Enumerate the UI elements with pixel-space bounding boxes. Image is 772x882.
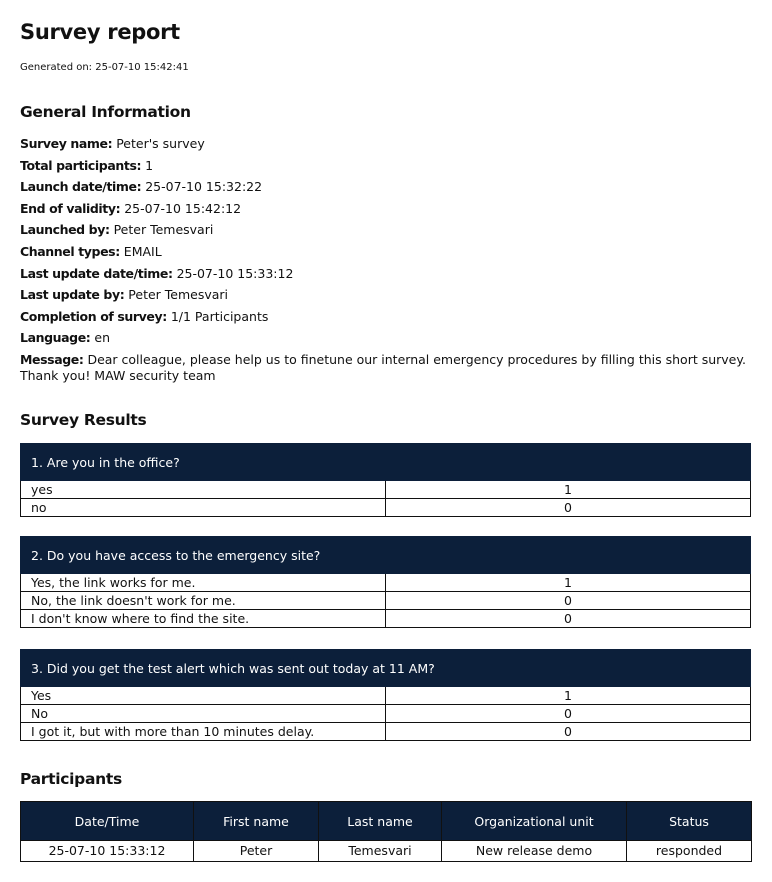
table-row (21, 592, 751, 610)
general-information-heading: General Information (20, 103, 191, 121)
table-row (21, 705, 751, 723)
info-survey-name: Survey name: Peter's survey (20, 136, 205, 151)
answer-count: 0 (386, 705, 751, 723)
generated-timestamp: Generated on: 25-07-10 15:42:41 (20, 62, 189, 73)
answer-count: 1 (386, 574, 751, 592)
info-last-update-datetime: Last update date/time: 25-07-10 15:33:12 (20, 265, 294, 281)
table-row (21, 687, 751, 705)
info-end-of-validity: End of validity: 25-07-10 15:42:12 (20, 200, 242, 216)
info-channel-types: Channel types: EMAIL (20, 243, 162, 259)
answer-label: no (21, 499, 386, 517)
column-header-org-unit: Organizational unit (442, 802, 627, 841)
answer-count: 0 (386, 723, 751, 741)
survey-results-heading: Survey Results (20, 411, 147, 429)
answer-label: No, the link doesn't work for me. (21, 592, 386, 610)
table-row (21, 574, 751, 592)
question-header: 2. Do you have access to the emergency site? (21, 537, 751, 574)
info-message: Message: Dear colleague, please help us to finetune our internal emergency procedures by filling this short survey. Thank you! MAW security team (20, 351, 746, 383)
report-title: Survey report (20, 20, 180, 44)
column-header-status: Status (627, 802, 752, 841)
answer-label: yes (21, 481, 386, 499)
answer-label: Yes, the link works for me. (21, 574, 386, 592)
table-row (21, 481, 751, 499)
info-launched-by: Launched by: Peter Temesvari (20, 222, 214, 238)
answer-label: I don't know where to find the site. (21, 610, 386, 628)
info-language: Language: en (20, 330, 111, 346)
info-completion: Completion of survey: 1/1 Participants (20, 308, 269, 324)
column-header-datetime: Date/Time (21, 802, 194, 841)
info-total-participants: Total participants: 1 (20, 157, 154, 173)
question-header: 1. Are you in the office? (21, 444, 751, 481)
participants-table (20, 801, 752, 862)
column-header-last-name: Last name (319, 802, 442, 841)
participant-first-name: Peter (194, 841, 319, 862)
answer-count: 0 (386, 610, 751, 628)
table-row (21, 841, 752, 862)
table-row (21, 499, 751, 517)
participant-status: responded (627, 841, 752, 862)
answer-label: No (21, 705, 386, 723)
general-information-list (20, 133, 751, 384)
question-table-1 (20, 443, 751, 517)
table-row (21, 723, 751, 741)
answer-count: 1 (386, 481, 751, 499)
participants-heading: Participants (20, 770, 122, 788)
column-header-first-name: First name (194, 802, 319, 841)
participant-datetime: 25-07-10 15:33:12 (21, 841, 194, 862)
info-launch-datetime: Launch date/time: 25-07-10 15:32:22 (20, 179, 263, 195)
answer-count: 0 (386, 592, 751, 610)
question-table-3 (20, 649, 751, 741)
question-header: 3. Did you get the test alert which was sent out today at 11 AM? (21, 650, 751, 687)
answer-count: 0 (386, 499, 751, 517)
info-last-update-by: Last update by: Peter Temesvari (20, 287, 229, 303)
table-row (21, 610, 751, 628)
participant-org-unit: New release demo (442, 841, 627, 862)
question-table-2 (20, 536, 751, 628)
answer-count: 1 (386, 687, 751, 705)
participant-last-name: Temesvari (319, 841, 442, 862)
answer-label: Yes (21, 687, 386, 705)
answer-label: I got it, but with more than 10 minutes delay. (21, 723, 386, 741)
